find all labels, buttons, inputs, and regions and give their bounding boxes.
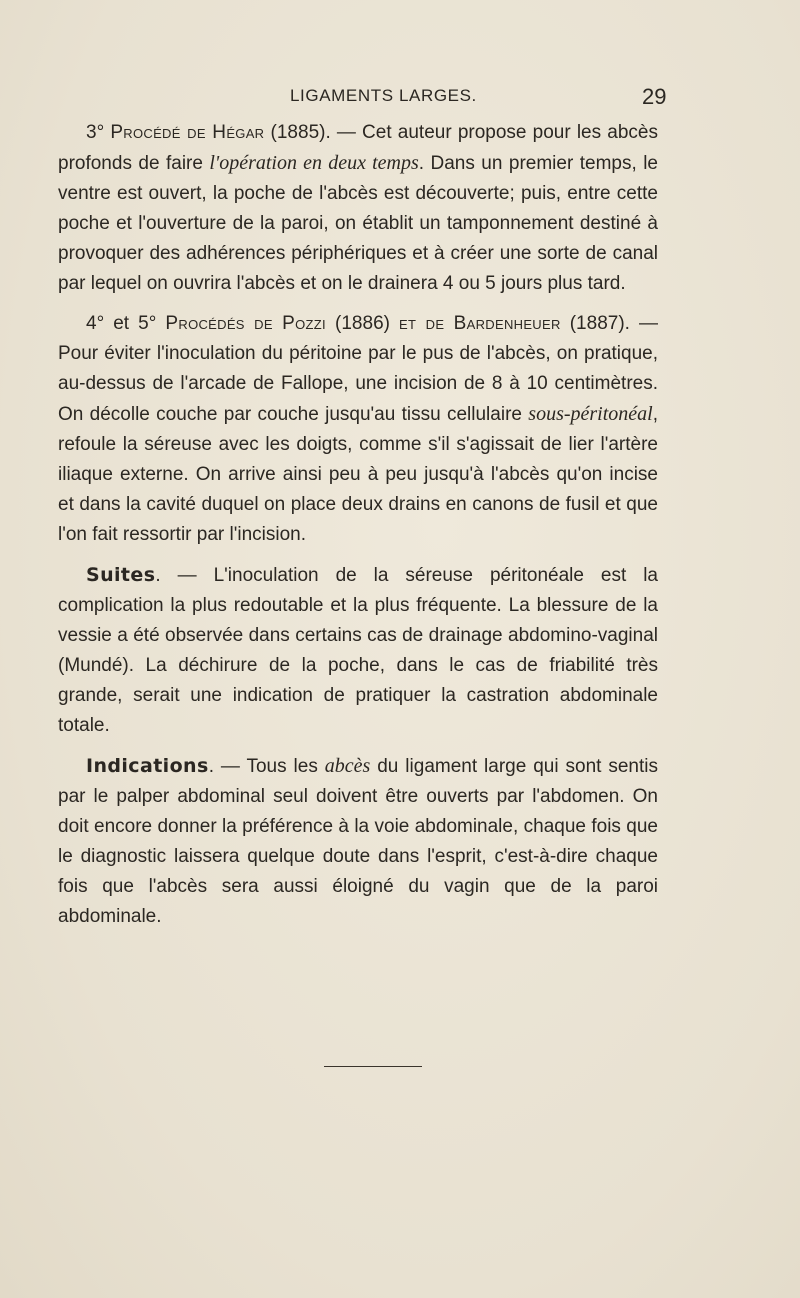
body-text	[58, 118, 658, 942]
italic-term: sous-péritonéal	[528, 403, 653, 425]
paragraph-pozzi-bardenheuer	[58, 309, 658, 550]
paragraph-text: . — L'inoculation de la séreuse péritonéale est la complication la plus redoutable et la plus fréquente. La blessure de la vessie a été observée dans certains cas de drainage abdomino-vaginal (Mundé). La déchirure de la poche, dans le cas de friabilité très grande, serait une indication de pratiquer la castration abdominale totale.	[58, 565, 658, 736]
procedure-number: 4° et 5°	[86, 313, 166, 334]
paragraph-text: du ligament large qui sont sentis par le palper abdominal seul doivent être ouverts par l'abdomen. On doit encore donner la préférence à la voie abdominale, chaque fois que le diagnostic laissera quelque doute dans l'esprit, c'est-à-dire chaque fois que l'abcès sera aussi éloigné du vagin que de la paroi abdominale.	[58, 756, 658, 927]
running-title: LIGAMENTS LARGES.	[290, 86, 477, 105]
paragraph-suites	[58, 560, 658, 741]
section-heading: Suites	[86, 564, 156, 586]
procedure-heading: Procédés de Pozzi	[165, 313, 326, 334]
paragraph-text: (1887). — Pour éviter l'inoculation du péritoine par le pus de l'abcès, on pratique, au-dessus de l'arcade de Fallope, une incision de 8 à 10 centimètres. On décolle couche par couche jusqu'au tissu cellulaire	[58, 313, 659, 425]
paragraph-text: (1885). — Cet auteur propose pour les abcès profonds de faire	[58, 122, 658, 174]
paragraph-hegar	[58, 118, 658, 299]
italic-term: l'opération en deux temps	[209, 152, 419, 174]
paragraph-text: (1886)	[325, 313, 400, 334]
paragraph-text: . — Tous les	[208, 756, 325, 777]
procedure-number: 3°	[86, 122, 111, 143]
paragraph-indications	[58, 751, 658, 932]
procedure-heading: Procédé de Hégar	[110, 122, 265, 143]
paragraph-text: . Dans un premier temps, le ventre est ouvert, la poche de l'abcès est découverte; puis, entre cette poche et l'ouverture de la paroi, on établit un tamponnement destiné à provoquer des adhérences périphériques et à créer une sorte de canal par lequel on ouvrira l'abcès et on le drainera 4 ou 5 jours plus tard.	[58, 153, 658, 294]
section-heading: Indications	[86, 755, 209, 777]
running-head	[0, 86, 800, 116]
italic-term: abcès	[324, 755, 371, 777]
page-number: 29	[642, 84, 667, 109]
section-end-rule	[324, 1066, 422, 1067]
procedure-heading: et de Bardenheuer	[399, 313, 561, 334]
paragraph-text: , refoule la séreuse avec les doigts, comme s'il s'agissait de lier l'artère iliaque externe. On arrive ainsi peu à peu jusqu'à l'abcès qu'on incise et dans la cavité duquel on place deux drains en canons de fusil et que l'on fait ressortir par l'incision.	[58, 404, 658, 545]
